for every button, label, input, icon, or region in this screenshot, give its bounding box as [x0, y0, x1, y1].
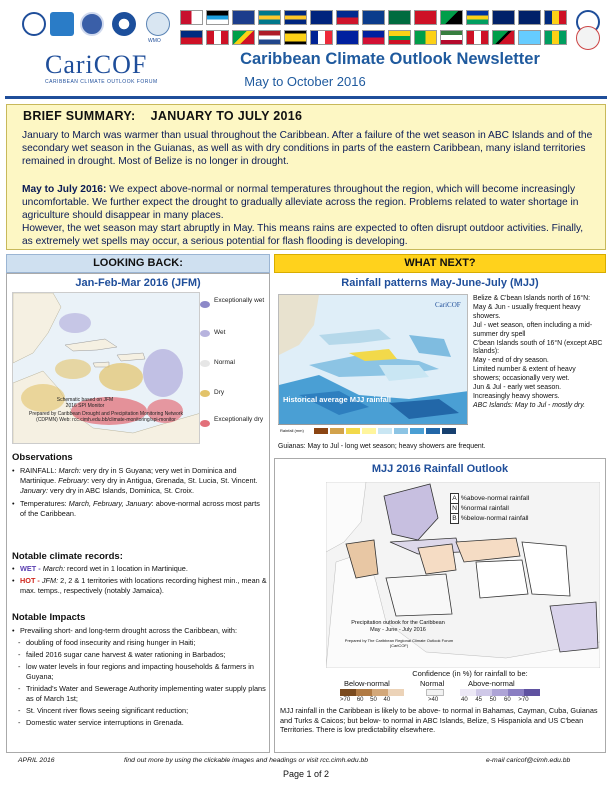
header-divider — [5, 96, 607, 99]
record-wet — [12, 564, 267, 574]
abn-letter: B — [450, 513, 459, 524]
flag-icon — [440, 10, 463, 25]
obs-text: very dry in S Guyana; very wet in Dominica and Martinique. — [20, 466, 237, 485]
impact-item: - doubling of food insecurity and rising hunger in Haiti; — [12, 638, 267, 648]
what-next-heading[interactable]: WHAT NEXT? — [274, 254, 606, 273]
flag-icon — [544, 30, 567, 45]
observations-text — [12, 466, 267, 519]
outlook-map-credit: Prepared by The Caribbean Regional Climate Outlook Forum (CariCOF) — [344, 638, 454, 648]
record-wet-tag: WET - — [20, 564, 41, 573]
mjj-map-logo: CariCOF — [435, 301, 461, 309]
flag-icon — [310, 30, 333, 45]
legend-swatch — [378, 428, 392, 434]
desc-line: May & Jun - usually frequent heavy showers. — [473, 303, 581, 320]
abn-row — [450, 513, 529, 524]
summary-paragraph-3: However, the wet season may start abruptly in May. This means rains are expected to often disrupt outdoor activities. Finally, as extremely wet spells may occur, a serious potential for flash flooding is developing. — [22, 223, 584, 247]
flag-icon — [232, 10, 255, 25]
obs-label: Temperatures: — [20, 499, 69, 508]
record-text: record wet in 1 location in Martinique. — [65, 564, 188, 573]
summary-paragraph-2 — [22, 183, 594, 248]
noaa-logo-icon — [112, 12, 136, 36]
legend-swatch — [200, 390, 210, 397]
desc-line: Increasingly heavy showers. — [473, 392, 560, 400]
flag-icon — [414, 30, 437, 45]
impacts-heading: Notable Impacts — [12, 612, 86, 623]
impact-item: - Trinidad's Water and Sewerage Authority implementing water supply plans as of March 1st; — [12, 684, 267, 704]
flag-icon — [336, 10, 359, 25]
summary-paragraph-1: January to March was warmer than usual throughout the Caribbean. After a failure of the wet season in ABC Islands and of the secondary wet season in the Guianas, as well as with dry conditions in parts of the eastern Caribbean, many island territories remained in drought. Most of Belize is no longer in drought. — [22, 130, 593, 167]
abn-letter: N — [450, 503, 459, 514]
desc-line: Jul - wet season, often including a mid-summer dry spell — [473, 321, 593, 338]
legend-swatch — [200, 420, 210, 427]
flag-icon — [388, 10, 411, 25]
summary-outlook-lead: May to July 2016: — [22, 184, 107, 195]
flag-icon — [232, 30, 255, 45]
desc-line: C'bean Islands south of 16°N (except ABC Islands): — [473, 339, 603, 356]
outlook-title[interactable]: MJJ 2016 Rainfall Outlook — [371, 463, 509, 475]
guianas-note: Guianas: May to Jul - long wet season; heavy showers are frequent. — [278, 443, 486, 450]
flag-icon — [518, 30, 541, 45]
confidence-above-bar — [460, 689, 540, 696]
desc-line: Belize & C'bean Islands north of 16°N: — [473, 295, 591, 302]
confidence-below-label: Below-normal — [344, 679, 390, 688]
desc-line: May - end of dry season. — [473, 357, 549, 365]
footer-email[interactable]: e-mail caricof@cimh.edu.bb — [486, 757, 571, 764]
looking-back-heading[interactable]: LOOKING BACK: — [6, 254, 270, 273]
record-month: March: — [40, 564, 65, 573]
abn-text: %below-normal rainfall — [460, 515, 529, 522]
brief-summary-box — [6, 104, 606, 250]
confidence-title: Confidence (in %) for rainfall to be: — [412, 669, 528, 678]
wmo-label: WMO — [148, 38, 161, 44]
observation-temperatures — [12, 499, 267, 519]
mjj-map-label: Historical average MJJ rainfall — [283, 395, 391, 404]
wmo-logo-icon — [146, 12, 170, 36]
legend-swatch — [314, 428, 328, 434]
flag-icon — [180, 10, 203, 25]
record-hot-tag: HOT - — [20, 576, 40, 585]
flag-icon — [414, 10, 437, 25]
flag-icon — [440, 30, 463, 45]
obs-text: : above-normal across most parts of the Caribbean. — [20, 499, 260, 518]
legend-swatch — [200, 360, 210, 367]
flag-icon — [492, 30, 515, 45]
footer-link-text[interactable]: find out more by using the clickable images and headings or visit rcc.cimh.edu.bb — [124, 757, 369, 764]
legend-swatch — [330, 428, 344, 434]
flag-icon — [492, 10, 515, 25]
obs-month: March: — [58, 466, 81, 475]
impact-item: - Domestic water service interruptions in Grenada. — [12, 718, 267, 728]
legend-swatch — [362, 428, 376, 434]
flag-icon — [284, 10, 307, 25]
confidence-normal-label: Normal — [420, 679, 445, 688]
records-text — [12, 564, 267, 596]
impacts-text — [12, 626, 267, 728]
observation-rainfall — [12, 466, 267, 496]
summary-outlook-text: We expect above-normal or normal temperatures throughout the region, which will become increasingly uncomfortable. We further expect the drought to gradually alleviate across the region. Problems related to water shortage in agriculture should disappear in many places. — [22, 184, 579, 221]
obs-label: RAINFALL: — [20, 466, 59, 475]
legend-swatch — [346, 428, 360, 434]
legend-swatch — [394, 428, 408, 434]
abn-text: %above-normal rainfall — [460, 495, 530, 502]
jfm-map-caption: Schematic based on JFM 2016 SPI Monitor — [56, 397, 114, 409]
caricof-logo-subtitle: CARIBBEAN CLIMATE OUTLOOK FORUM — [45, 79, 158, 85]
confidence-below-bar — [340, 689, 404, 696]
legend-swatch — [410, 428, 424, 434]
flag-icon — [180, 30, 203, 45]
cimh-logo-icon — [80, 12, 104, 36]
outlook-map-caption: Precipitation outlook for the Caribbean May - June - July 2016 — [351, 620, 445, 633]
desc-line: Jun & Jul - early wet season. — [473, 384, 562, 392]
obs-months: March, February, January — [68, 499, 152, 508]
flag-icon — [466, 10, 489, 25]
confidence-above-numbers: 40 45 50 60 >70 — [461, 697, 529, 703]
desc-line: Limited number & extent of heavy showers; occasionally very wet. — [473, 366, 576, 383]
legend-swatch — [426, 428, 440, 434]
impact-item: - St. Vincent river flows seeing significant reduction; — [12, 706, 267, 716]
records-heading: Notable climate records: — [12, 551, 123, 562]
newsletter-title: Caribbean Climate Outlook Newsletter — [240, 50, 540, 68]
flag-icon — [388, 30, 411, 45]
obs-text: very dry in Antigua, Grenada, St. Lucia, St. Vincent. — [89, 476, 258, 485]
flag-icon — [362, 10, 385, 25]
legend-swatch — [200, 330, 210, 337]
flag-icon — [206, 30, 229, 45]
legend-swatch — [442, 428, 456, 434]
legend-label: Exceptionally wet — [214, 297, 265, 304]
legend-label: Exceptionally dry — [214, 416, 264, 423]
caricof-logo-text: CariCOF — [45, 50, 148, 79]
confidence-normal-bar — [426, 689, 444, 696]
obs-month: January: — [20, 486, 48, 495]
flag-icon — [362, 30, 385, 45]
confidence-below-numbers: >70 60 50 40 — [340, 697, 391, 703]
flag-icon — [336, 30, 359, 45]
impact-item: - failed 2016 sugar cane harvest & water rationing in Barbados; — [12, 650, 267, 660]
mjj-rainfall-map[interactable] — [278, 294, 468, 440]
caribbean-institute-logo-icon — [576, 26, 600, 50]
impacts-intro: • Prevailing short- and long-term drought across the Caribbean, with: — [12, 626, 267, 636]
flag-icon — [466, 30, 489, 45]
partner-logos — [22, 10, 182, 50]
flag-icon — [284, 30, 307, 45]
observations-heading: Observations — [12, 452, 73, 463]
usaid-logo-icon — [22, 12, 46, 36]
record-month: JFM: — [39, 576, 59, 585]
abn-key — [450, 493, 570, 523]
confidence-normal-number: >40 — [428, 697, 439, 703]
flag-icon — [258, 30, 281, 45]
newsletter-subtitle: May to October 2016 — [244, 74, 366, 89]
jfm-spi-map[interactable] — [12, 292, 200, 444]
legend-swatch — [200, 301, 210, 308]
desc-line: ABC Islands: May to Jul - mostly dry. — [473, 401, 586, 409]
legend-label: Normal — [214, 359, 235, 366]
legend-label: Dry — [214, 389, 225, 396]
footer-date: APRIL 2016 — [18, 757, 55, 764]
flag-icon — [258, 10, 281, 25]
mjj-map-graphic — [279, 295, 468, 440]
flag-icon — [518, 10, 541, 25]
flag-icon — [310, 10, 333, 25]
record-hot — [12, 576, 267, 596]
summary-heading: BRIEF SUMMARY: JANUARY TO JULY 2016 — [23, 109, 303, 123]
flag-icon — [206, 10, 229, 25]
obs-month: February: — [58, 476, 90, 485]
jfm-map-credit: Prepared by Caribbean Drought and Precipitation Monitoring Network (CDPMN) Web: rcc.cimh.edu.bb/climate-monitoring/spi-monitor — [29, 411, 183, 423]
abn-text: %normal rainfall — [460, 505, 509, 512]
obs-text: very dry in ABC Islands, Dominica, St. Croix. — [48, 486, 194, 495]
caricof-logo[interactable] — [45, 50, 205, 85]
confidence-above-label: Above-normal — [468, 679, 515, 688]
member-flags — [180, 10, 605, 50]
jfm-map-title[interactable]: Jan-Feb-Mar 2016 (JFM) — [75, 277, 201, 289]
impact-item: - low water levels in four regions and impacting households & farmers in Guyana; — [12, 662, 267, 682]
mjj-legend-label: Rainfall (mm) — [280, 428, 304, 433]
flag-icon — [544, 10, 567, 25]
abn-letter: A — [450, 493, 459, 504]
mjj-patterns-title[interactable]: Rainfall patterns May-June-July (MJJ) — [341, 277, 539, 289]
outlook-summary-text: MJJ rainfall in the Caribbean is likely to be above- to normal in Bahamas, Cayman, Cuba, Guianas and Turks & Caicos; but below- to normal in ABC Islands, Belize, S Hispaniola and US C'bean Territories. There is low predictability elsewhere. — [280, 706, 598, 734]
mjj-rainfall-legend — [278, 424, 468, 440]
record-text: 2, 2 & 1 territories with locations recording highest min., mean & max. temps., respectively (notably Jamaica). — [20, 576, 267, 595]
legend-label: Wet — [214, 329, 226, 336]
undp-logo-icon — [50, 12, 74, 36]
page-number: Page 1 of 2 — [282, 769, 330, 779]
mjj-patterns-description — [473, 295, 605, 411]
